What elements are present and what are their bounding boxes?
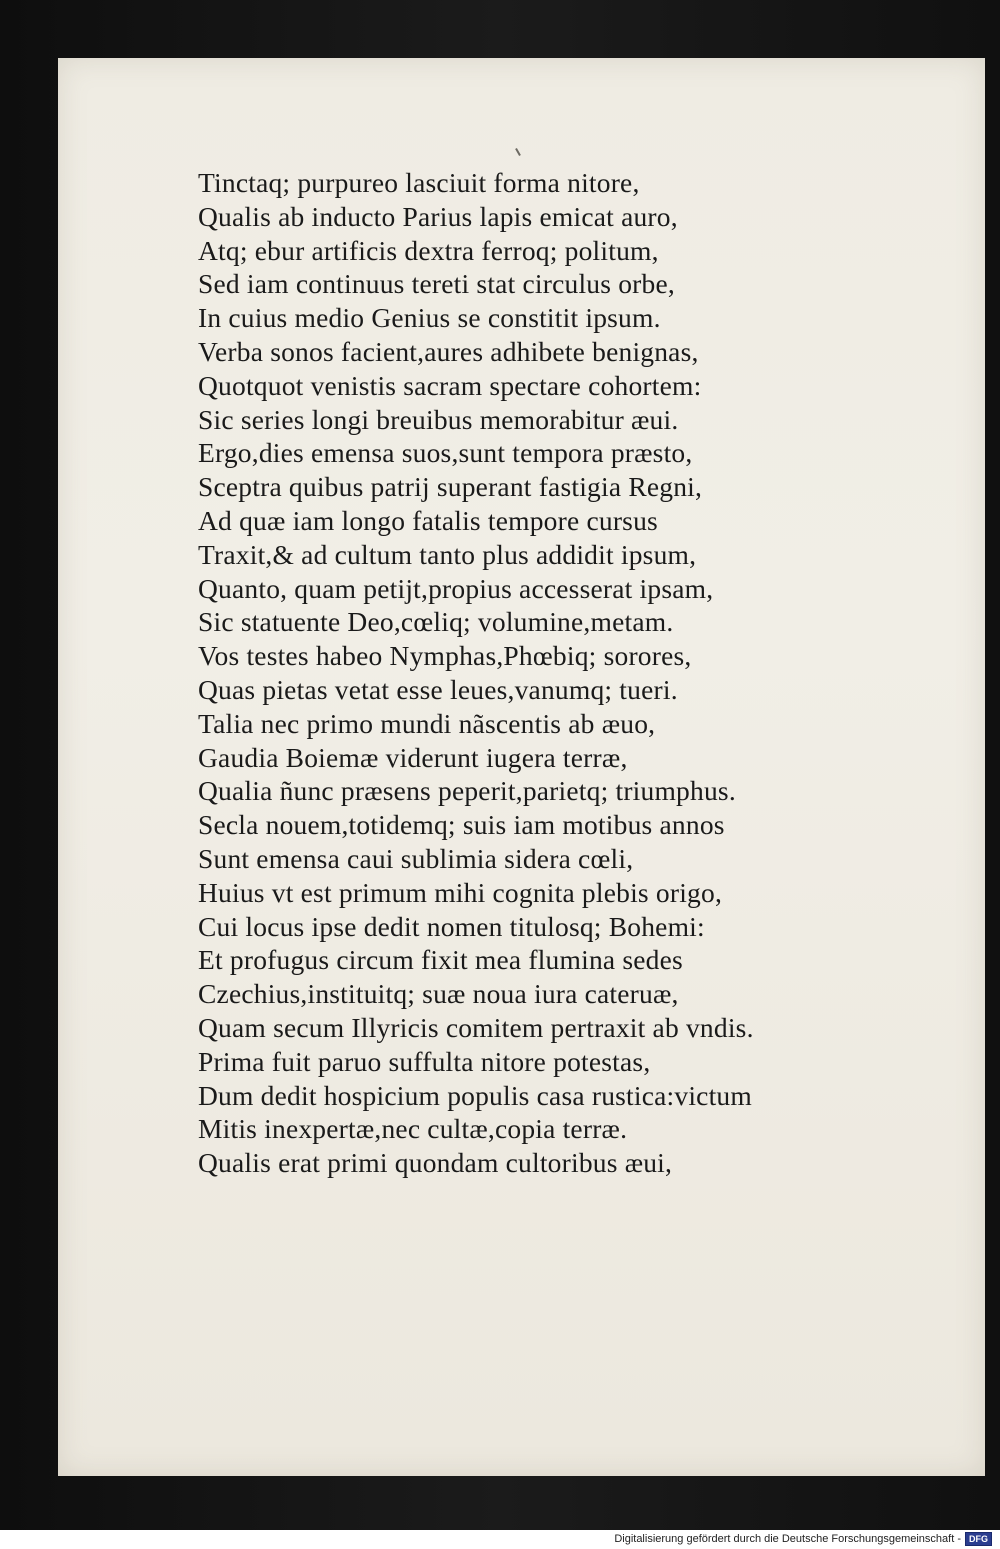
verse-line: Verba sonos facient,aures adhibete benignas, <box>198 335 699 367</box>
verse-line: Huius vt est primum mihi cognita plebis origo, <box>198 876 723 908</box>
verse-line: Cui locus ipse dedit nomen titulosq; Bohemi: <box>198 910 705 942</box>
verse-line: Mitis inexpertæ,nec cultæ,copia terræ. <box>198 1113 628 1145</box>
verse-line: Vos testes habeo Nymphas,Phœbiq; sorores, <box>198 640 692 672</box>
footer-bar <box>0 1530 1000 1549</box>
page-mark <box>515 148 521 156</box>
verse-line: Gaudia Boiemæ viderunt iugera terræ, <box>198 741 628 773</box>
verse-line: Sic statuente Deo,cœliq; volumine,metam. <box>198 606 674 638</box>
verse-line: Quanto, quam petijt,propius accesserat ipsam, <box>198 572 714 604</box>
verse-line: Sunt emensa caui sublimia sidera cœli, <box>198 842 634 874</box>
verse-line: Ad quæ iam longo fatalis tempore cursus <box>198 504 658 536</box>
verse-line: Tinctaq; purpureo lasciuit forma nitore, <box>198 167 640 198</box>
verse-line: In cuius medio Genius se constitit ipsum. <box>198 302 661 334</box>
verse-line: Qualis ab inducto Parius lapis emicat auro, <box>198 200 678 232</box>
verse-line: Quotquot venistis sacram spectare cohortem: <box>198 369 702 401</box>
verse-line: Sceptra quibus patrij superant fastigia Regni, <box>198 471 703 503</box>
verse-line: Qualis erat primi quondam cultoribus æui, <box>198 1147 673 1179</box>
footer-credit-text: Digitalisierung gefördert durch die Deutsche Forschungsgemeinschaft - <box>614 1532 961 1545</box>
verse-text <box>198 166 938 1180</box>
verse-line: Sed iam continuus tereti stat circulus orbe, <box>198 268 675 300</box>
verse-line: Et profugus circum fixit mea flumina sedes <box>198 944 683 976</box>
verse-line: Dum dedit hospicium populis casa rustica:victum <box>198 1079 752 1111</box>
verse-line: Secla nouem,totidemq; suis iam motibus annos <box>198 809 725 841</box>
verse-line: Prima fuit paruo suffulta nitore potestas, <box>198 1045 651 1077</box>
dfg-logo-icon: DFG <box>965 1532 992 1546</box>
verse-line: Czechius,instituitq; suæ noua iura cateruæ, <box>198 978 679 1010</box>
verse-line: Ergo,dies emensa suos,sunt tempora præsto, <box>198 437 693 469</box>
verse-line: Talia nec primo mundi nãscentis ab æuo, <box>198 707 656 739</box>
verse-line: Sic series longi breuibus memorabitur æui. <box>198 403 679 435</box>
verse-line: Quas pietas vetat esse leues,vanumq; tueri. <box>198 673 678 705</box>
verse-line: Traxit,& ad cultum tanto plus addidit ipsum, <box>198 538 697 570</box>
verse-line: Atq; ebur artificis dextra ferroq; politum, <box>198 234 659 266</box>
footer-credit <box>614 1530 992 1547</box>
verse-line: Quam secum Illyricis comitem pertraxit ab vndis. <box>198 1011 754 1043</box>
verse-line: Qualia ñunc præsens peperit,parietq; triumphus. <box>198 775 736 807</box>
